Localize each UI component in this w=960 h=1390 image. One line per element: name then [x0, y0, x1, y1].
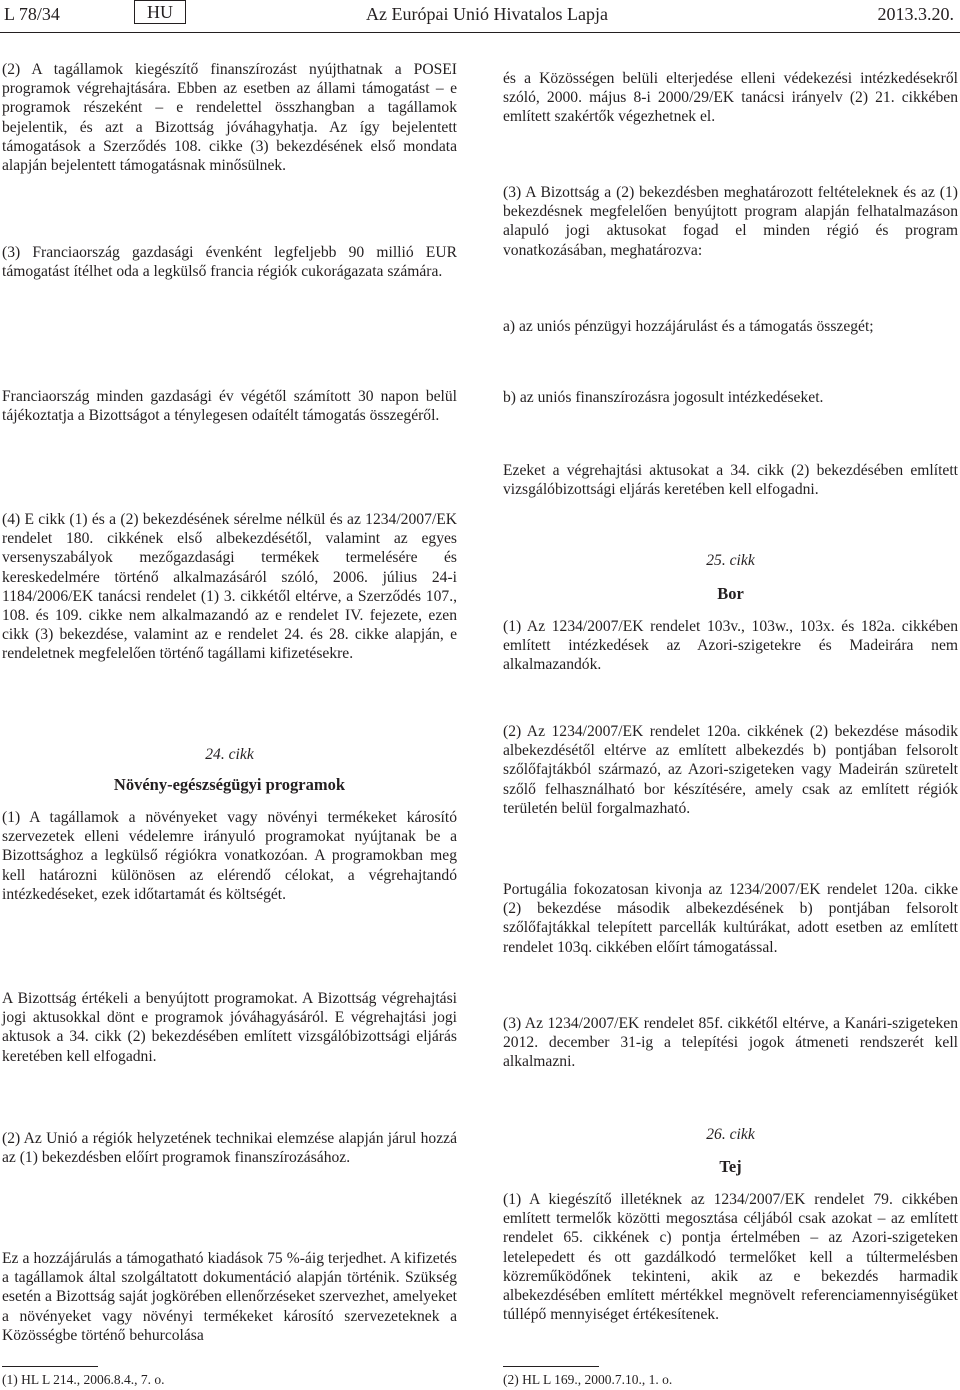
paragraph-23-4: (4) E cikk (1) és a (2) bekezdésének sérelme nélkül és az 1234/2007/EK rendelet 180. cikkének első albekezdésétől, valamint az egyes versenyszabályok mezőgazdasági termékek termelésére és kereskedelmére történő alkalmazásáról szóló, 2006. július 24-i 1184/2006/EK tanácsi rendelet (1) 3. cikkétől eltérve, a Szerződés 107., 108. és 109. cikke nem alkalmazandó az e rendelet IV. fejezete, ezen cikk (3) bekezdése, valamint az e rendelet 24. és 28. cikke alapján, e rendeletnek megfelelően történő tagállami kifizetésekre.	[2, 511, 457, 663]
paragraph-24-2-continued: és a Közösségen belüli elterjedése elleni védekezési intézkedésekről szóló, 2000. május 8-i 2000/29/EK tanácsi irányelv (2) 21. cikkében említett szakértők végezhetnek el.	[503, 70, 958, 126]
page-reference: L 78/34	[4, 4, 60, 24]
list-item-b: b) az uniós finanszírozásra jogosult intézkedéseket.	[503, 389, 824, 406]
footnote-rule-left	[2, 1366, 98, 1367]
paragraph-25-1: (1) Az 1234/2007/EK rendelet 103v., 103w., 103x. és 182a. cikkében említett intézkedések az Azori-szigetekre és Madeirára nem alkalmazandók.	[503, 618, 958, 674]
paragraph-24-2: (2) Az Unió a régiók helyzetének technikai elemzése alapján járul hozzá az (1) bekezdésben előírt programok finanszírozásához.	[2, 1130, 457, 1167]
page-header	[0, 0, 960, 34]
article-24-number: 24. cikk	[205, 746, 254, 763]
article-26-title: Tej	[719, 1157, 742, 1176]
paragraph-24-1: (1) A tagállamok a növényeket vagy növényi termékeket károsító szervezetek elleni védelemre irányuló programokat nyújtanak be a Bizottsághoz a legkülső régiókra vonatkozóan. A programokban meg kell határozni különösen az elérendő célokat, a végrehajtandó intézkedéseket, ezek időtartamát és költségét.	[2, 809, 457, 903]
paragraph-23-3: (3) Franciaország gazdasági évenként legfeljebb 90 millió EUR támogatást ítélhet oda a legkülső francia régiók cukorágazata számára.	[2, 244, 457, 281]
language-badge: HU	[134, 0, 186, 24]
list-item-a: a) az uniós pénzügyi hozzájárulást és a támogatás összegét;	[503, 318, 874, 335]
article-26-number: 26. cikk	[706, 1126, 755, 1143]
paragraph-24-3: (3) A Bizottság a (2) bekezdésben meghatározott feltételeknek és az (1) bekezdésnek megfelelően benyújtott program alapján felhatalmazáson alapuló jogi aktusokat fogad el minden régió és program vonatkozásában, meghatározva:	[503, 184, 958, 259]
paragraph-24-3-procedure: Ezeket a végrehajtási aktusokat a 34. cikk (2) bekezdésében említett vizsgálóbizottsági eljárás keretében kell elfogadni.	[503, 462, 958, 499]
paragraph-25-3: (3) Az 1234/2007/EK rendelet 85f. cikkétől eltérve, a Kanári-szigeteken 2012. december 31-ig a telepítési jogok átmeneti rendszerét kell alkalmazni.	[503, 1015, 958, 1071]
footnote-1: (1) HL L 214., 2006.8.4., 7. o.	[2, 1372, 165, 1387]
paragraph-23-3-notice: Franciaország minden gazdasági év végétől számított 30 napon belül tájékoztatja a Bizottságot a ténylegesen odaítélt támogatás összegéről.	[2, 388, 457, 425]
footnote-2: (2) HL L 169., 2000.7.10., 1. o.	[503, 1372, 673, 1387]
paragraph-25-2: (2) Az 1234/2007/EK rendelet 120a. cikkének (2) bekezdése második albekezdésétől eltérve az említett albekezdés b) pontjában felsorolt szőlőfajtákból származó, az Azori-szigeteken vagy Madeirán szüretelt szőlő felhasználható bor készítésére, amely csak az említett régiók területén belül forgalmazható.	[503, 723, 958, 817]
paragraph-23-2: (2) A tagállamok kiegészítő finanszírozást nyújthatnak a POSEI programok végrehajtására. Ebben az esetben az állami támogatást – e programok részeként – e rendelettel összhangban a tagállamok bejelentik, és azt a Bizottság jóváhagyhatja. Az így bejelentett támogatások a Szerződés 108. cikke (3) bekezdésének első mondata alapján bejelentett támogatásnak minősülnek.	[2, 61, 457, 175]
article-25-title: Bor	[717, 584, 744, 603]
publication-date: 2013.3.20.	[877, 4, 954, 24]
header-rule	[0, 32, 960, 33]
paragraph-24-2-contribution: Ez a hozzájárulás a támogatható kiadások 75 %-áig terjedhet. A kifizetés a tagállamok által szolgáltatott dokumentáció alapján történik. Szükség esetén a Bizottság saját jogkörében ellenőrzéseket szervezhet, amelyeket a növényeket vagy növényi termékeket károsító szervezeteknek a Közösségbe történő behurcolása	[2, 1250, 457, 1344]
article-25-number: 25. cikk	[706, 552, 755, 569]
paragraph-26-1: (1) A kiegészítő illetéknek az 1234/2007/EK rendelet 79. cikkében említett termelők közötti megosztása céljából csak azokat – az említett rendelet 65. cikkének c) pontja értelmében – az Azori-szigeteken letelepedett és ott gazdálkodó termelőket kell a túltermelésben közreműködőnek tekinteni, akik az e bekezdés harmadik albekezdésében említett mértékkel megnövelt referenciamennyiségüket túllépő mennyiséget értékesítenek.	[503, 1191, 958, 1324]
paragraph-24-1-approval: A Bizottság értékeli a benyújtott programokat. A Bizottság végrehajtási jogi aktusokkal dönt e programok jóváhagyásáról. E végrehajtási jogi aktusok a 34. cikk (2) bekezdésében említett vizsgálóbizottsági eljárás keretében kell elfogadni.	[2, 990, 457, 1065]
journal-title: Az Európai Unió Hivatalos Lapja	[366, 4, 608, 24]
article-24-title: Növény-egészségügyi programok	[113, 775, 346, 794]
footnote-rule-right	[503, 1366, 599, 1367]
paragraph-25-2-portugal: Portugália fokozatosan kivonja az 1234/2007/EK rendelet 120a. cikke (2) bekezdése második albekezdésének b) pontjában felsorolt szőlőfajtákkal telepített parcellák kultúrákat, adott esetben az említett rendelet 103q. cikkében előírt támogatással.	[503, 881, 958, 956]
